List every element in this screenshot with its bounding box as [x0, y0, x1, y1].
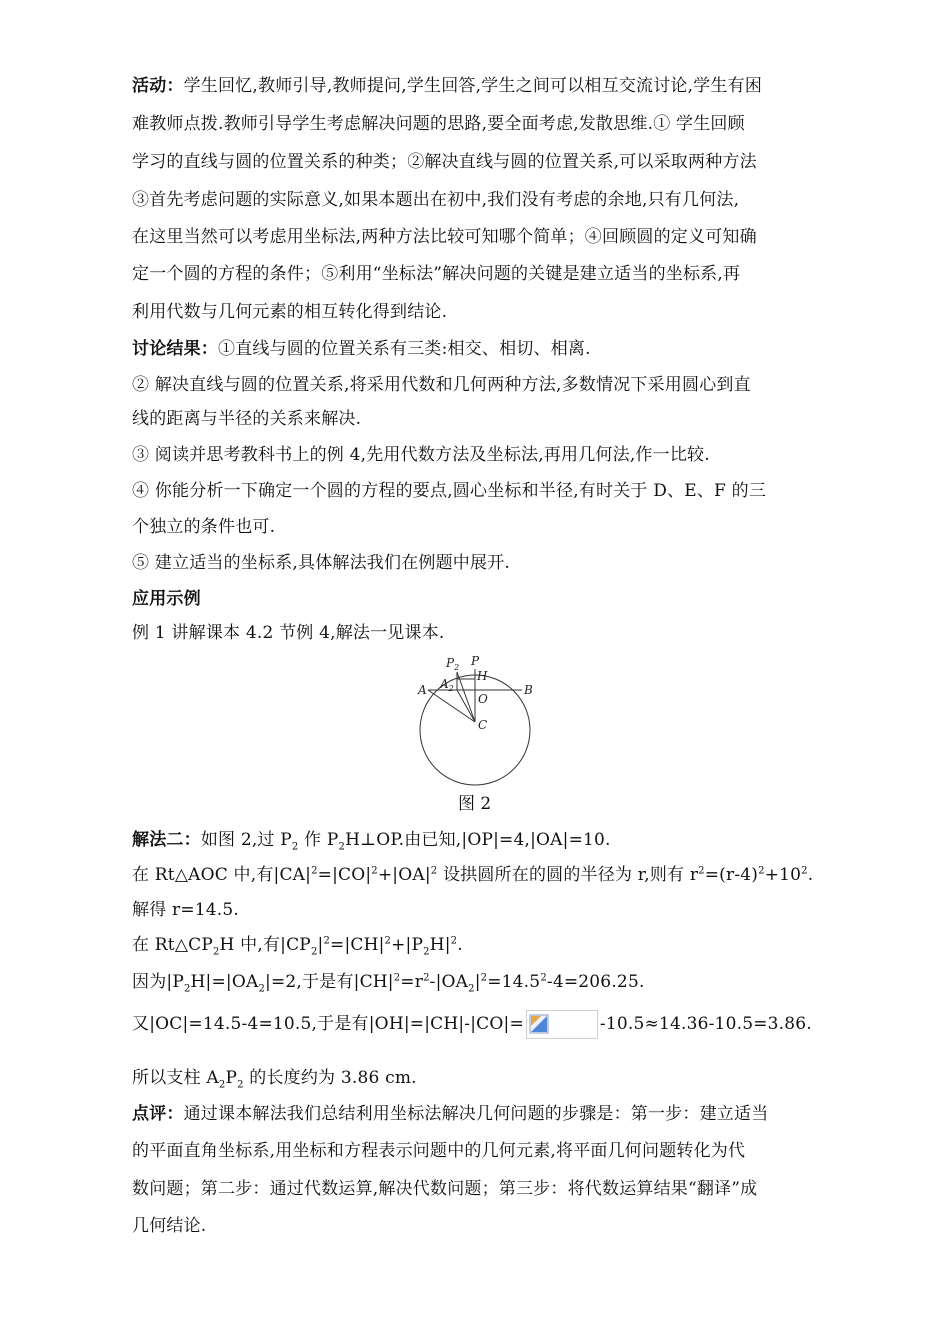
- example-1: 例 1 讲解课本 4.2 节例 4,解法一见课本.: [132, 623, 445, 643]
- solution2-line-3: 解得 r=14.5.: [132, 900, 240, 920]
- comment-line-3: 数问题；第二步：通过代数运算,解决代数问题；第三步：将代数运算结果“翻译”成: [132, 1179, 758, 1199]
- discussion-label: 讨论结果：: [132, 339, 218, 359]
- comment-line-2: 的平面直角坐标系,用坐标和方程表示问题中的几何元素,将平面几何问题转化为代: [132, 1141, 746, 1161]
- activity-line-5: 在这里当然可以考虑用坐标法,两种方法比较可知哪个简单；④回顾圆的定义可知确: [132, 227, 757, 247]
- solution2-line-7: 所以支柱 $A_2P_2$ 的长度约为 3.86 cm.: [132, 1068, 417, 1091]
- solution2-label: 解法二：: [132, 830, 201, 850]
- label-o: O: [478, 692, 488, 706]
- solution2-line-1: 解法二：如图 2,过 $P_2$ 作 $P_2H\perp OP$.由已知,|OP|=4,|OA|=10.: [132, 830, 611, 853]
- discussion-line-5: ④ 你能分析一下确定一个圆的方程的要点,圆心坐标和半径,有时关于 D、E、F 的三: [132, 481, 767, 501]
- activity-line-7: 利用代数与几何元素的相互转化得到结论.: [132, 302, 448, 322]
- broken-image-icon: [526, 1010, 598, 1039]
- label-p: P: [471, 654, 480, 668]
- solution2-line-5: 因为$|P_2H|=|OA_2|=2$,于是有$|CH|^2=r^2-|OA_2|^2=14.5^2-4=206.25$.: [132, 972, 645, 995]
- line-ac: [428, 690, 475, 722]
- activity-line-4: ③首先考虑问题的实际意义,如果本题出在初中,我们没有考虑的余地,只有几何法,: [132, 190, 740, 210]
- discussion-line-2: ② 解决直线与圆的位置关系,将采用代数和几何两种方法,多数情况下采用圆心到直: [132, 375, 751, 395]
- application-heading: 应用示例: [132, 589, 201, 609]
- figure-2: [400, 650, 550, 790]
- solution2-line-4: 在 $Rt\triangle CP_2H$ 中,有$|CP_2|^2=|CH|^2+|P_2H|^2$.: [132, 935, 463, 958]
- discussion-line-3: 线的距离与半径的关系来解决.: [132, 409, 362, 429]
- figure-caption: 图 2: [458, 794, 492, 814]
- circle-diagram: [400, 650, 550, 790]
- activity-line-2: 难教师点拨.教师引导学生考虑解决问题的思路,要全面考虑,发散思维.① 学生回顾: [132, 114, 745, 134]
- activity-line-1: 活动：学生回忆,教师引导,教师提问,学生回答,学生之间可以相互交流讨论,学生有困: [132, 76, 763, 96]
- line-a2c: [457, 690, 475, 722]
- solution2-line-6: 又|OC|=14.5-4=10.5,于是有|OH|=|CH|-|CO|= -10.5≈14.36-10.5=3.86.: [132, 1010, 832, 1030]
- activity-line-3: 学习的直线与圆的位置关系的种类；②解决直线与圆的位置关系,可以采取两种方法: [132, 152, 757, 172]
- comment-line-1: 点评：通过课本解法我们总结利用坐标法解决几何问题的步骤是：第一步：建立适当: [132, 1104, 769, 1124]
- label-p2: $P_2$: [446, 656, 460, 672]
- discussion-line-6: 个独立的条件也可.: [132, 517, 276, 537]
- discussion-line-1: 讨论结果：①直线与圆的位置关系有三类:相交、相切、相离.: [132, 339, 591, 359]
- label-b: B: [524, 683, 533, 697]
- label-a: A: [418, 683, 427, 697]
- discussion-line-4: ③ 阅读并思考教科书上的例 4,先用代数方法及坐标法,再用几何法,作一比较.: [132, 445, 710, 465]
- comment-line-4: 几何结论.: [132, 1216, 207, 1236]
- discussion-line-7: ⑤ 建立适当的坐标系,具体解法我们在例题中展开.: [132, 553, 511, 573]
- comment-label: 点评：: [132, 1104, 184, 1124]
- activity-line-6: 定一个圆的方程的条件；⑤利用“坐标法”解决问题的关键是建立适当的坐标系,再: [132, 264, 741, 284]
- activity-label: 活动：: [132, 76, 184, 96]
- label-a2: $A_2$: [440, 677, 454, 693]
- label-h: H: [477, 669, 488, 683]
- solution2-line-2: 在 Rt△AOC 中,有$|CA|^2=|CO|^2+|OA|^2$ 设拱圆所在的圆的半径为 r,则有 $r^2=(r-4)^2+10^2$.: [132, 865, 814, 885]
- label-c: C: [478, 718, 488, 732]
